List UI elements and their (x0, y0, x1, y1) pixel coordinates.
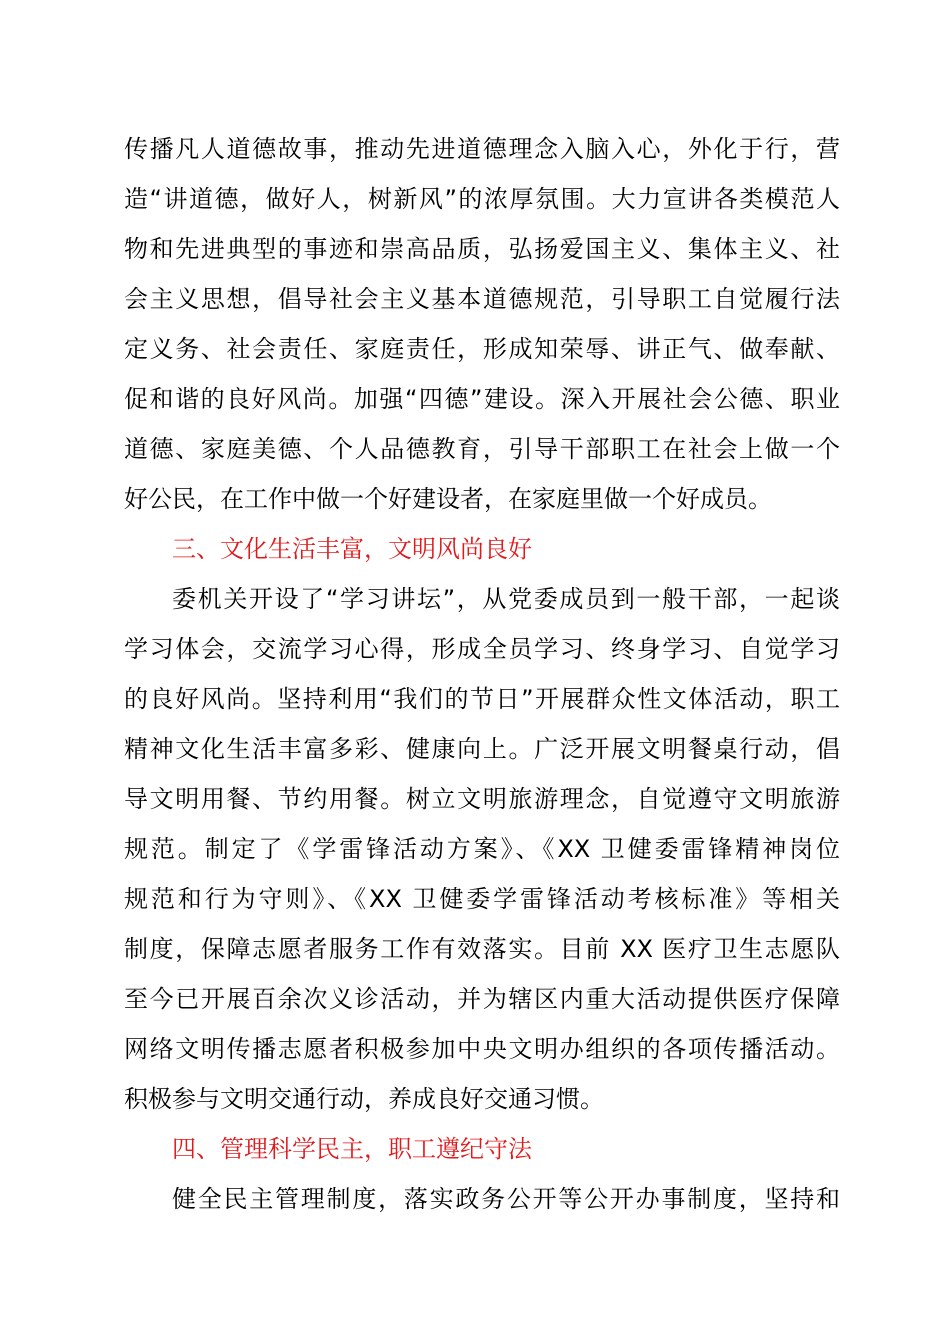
section-heading: 三、文化生活丰富，文明风尚良好 (172, 535, 532, 563)
paragraph-line: 好公民，在工作中做一个好建设者，在家庭里做一个好成员。 (124, 485, 772, 513)
paragraph-line: 健全民主管理制度，落实政务公开等公开办事制度，坚持和 (172, 1185, 840, 1213)
paragraph-line: 导文明用餐、节约用餐。树立文明旅游理念，自觉遵守文明旅游 (124, 785, 840, 813)
paragraph-line: 传播凡人道德故事，推动先进道德理念入脑入心，外化于行，营 (124, 135, 840, 163)
paragraph-line: 会主义思想，倡导社会主义基本道德规范，引导职工自觉履行法 (124, 285, 840, 313)
paragraph-line: 学习体会，交流学习心得，形成全员学习、终身学习、自觉学习 (124, 635, 840, 663)
paragraph-line: 定义务、社会责任、家庭责任，形成知荣辱、讲正气、做奉献、 (124, 335, 840, 363)
paragraph-line: 精神文化生活丰富多彩、健康向上。广泛开展文明餐桌行动，倡 (124, 735, 840, 763)
paragraph-line: 委机关开设了“学习讲坛”，从党委成员到一般干部，一起谈 (172, 585, 840, 613)
section-heading: 四、管理科学民主，职工遵纪守法 (172, 1135, 532, 1163)
paragraph-line: 网络文明传播志愿者积极参加中央文明办组织的各项传播活动。 (124, 1035, 840, 1063)
paragraph-line: 规范和行为守则》、《XX 卫健委学雷锋活动考核标准》等相关 (124, 885, 840, 913)
paragraph-line: 造“讲道德，做好人，树新风”的浓厚氛围。大力宣讲各类模范人 (124, 185, 840, 213)
paragraph-line: 促和谐的良好风尚。加强“四德”建设。深入开展社会公德、职业 (124, 385, 840, 413)
paragraph-line: 规范。制定了《学雷锋活动方案》、《XX 卫健委雷锋精神岗位 (124, 835, 840, 863)
paragraph-line: 物和先进典型的事迹和崇高品质，弘扬爱国主义、集体主义、社 (124, 235, 840, 263)
paragraph-line: 的良好风尚。坚持利用“我们的节日”开展群众性文体活动，职工 (124, 685, 840, 713)
paragraph-line: 积极参与文明交通行动，养成良好交通习惯。 (124, 1085, 604, 1113)
paragraph-line: 道德、家庭美德、个人品德教育，引导干部职工在社会上做一个 (124, 435, 840, 463)
paragraph-line: 至今已开展百余次义诊活动，并为辖区内重大活动提供医疗保障 (124, 985, 840, 1013)
paragraph-line: 制度，保障志愿者服务工作有效落实。目前 XX 医疗卫生志愿队 (124, 935, 840, 963)
